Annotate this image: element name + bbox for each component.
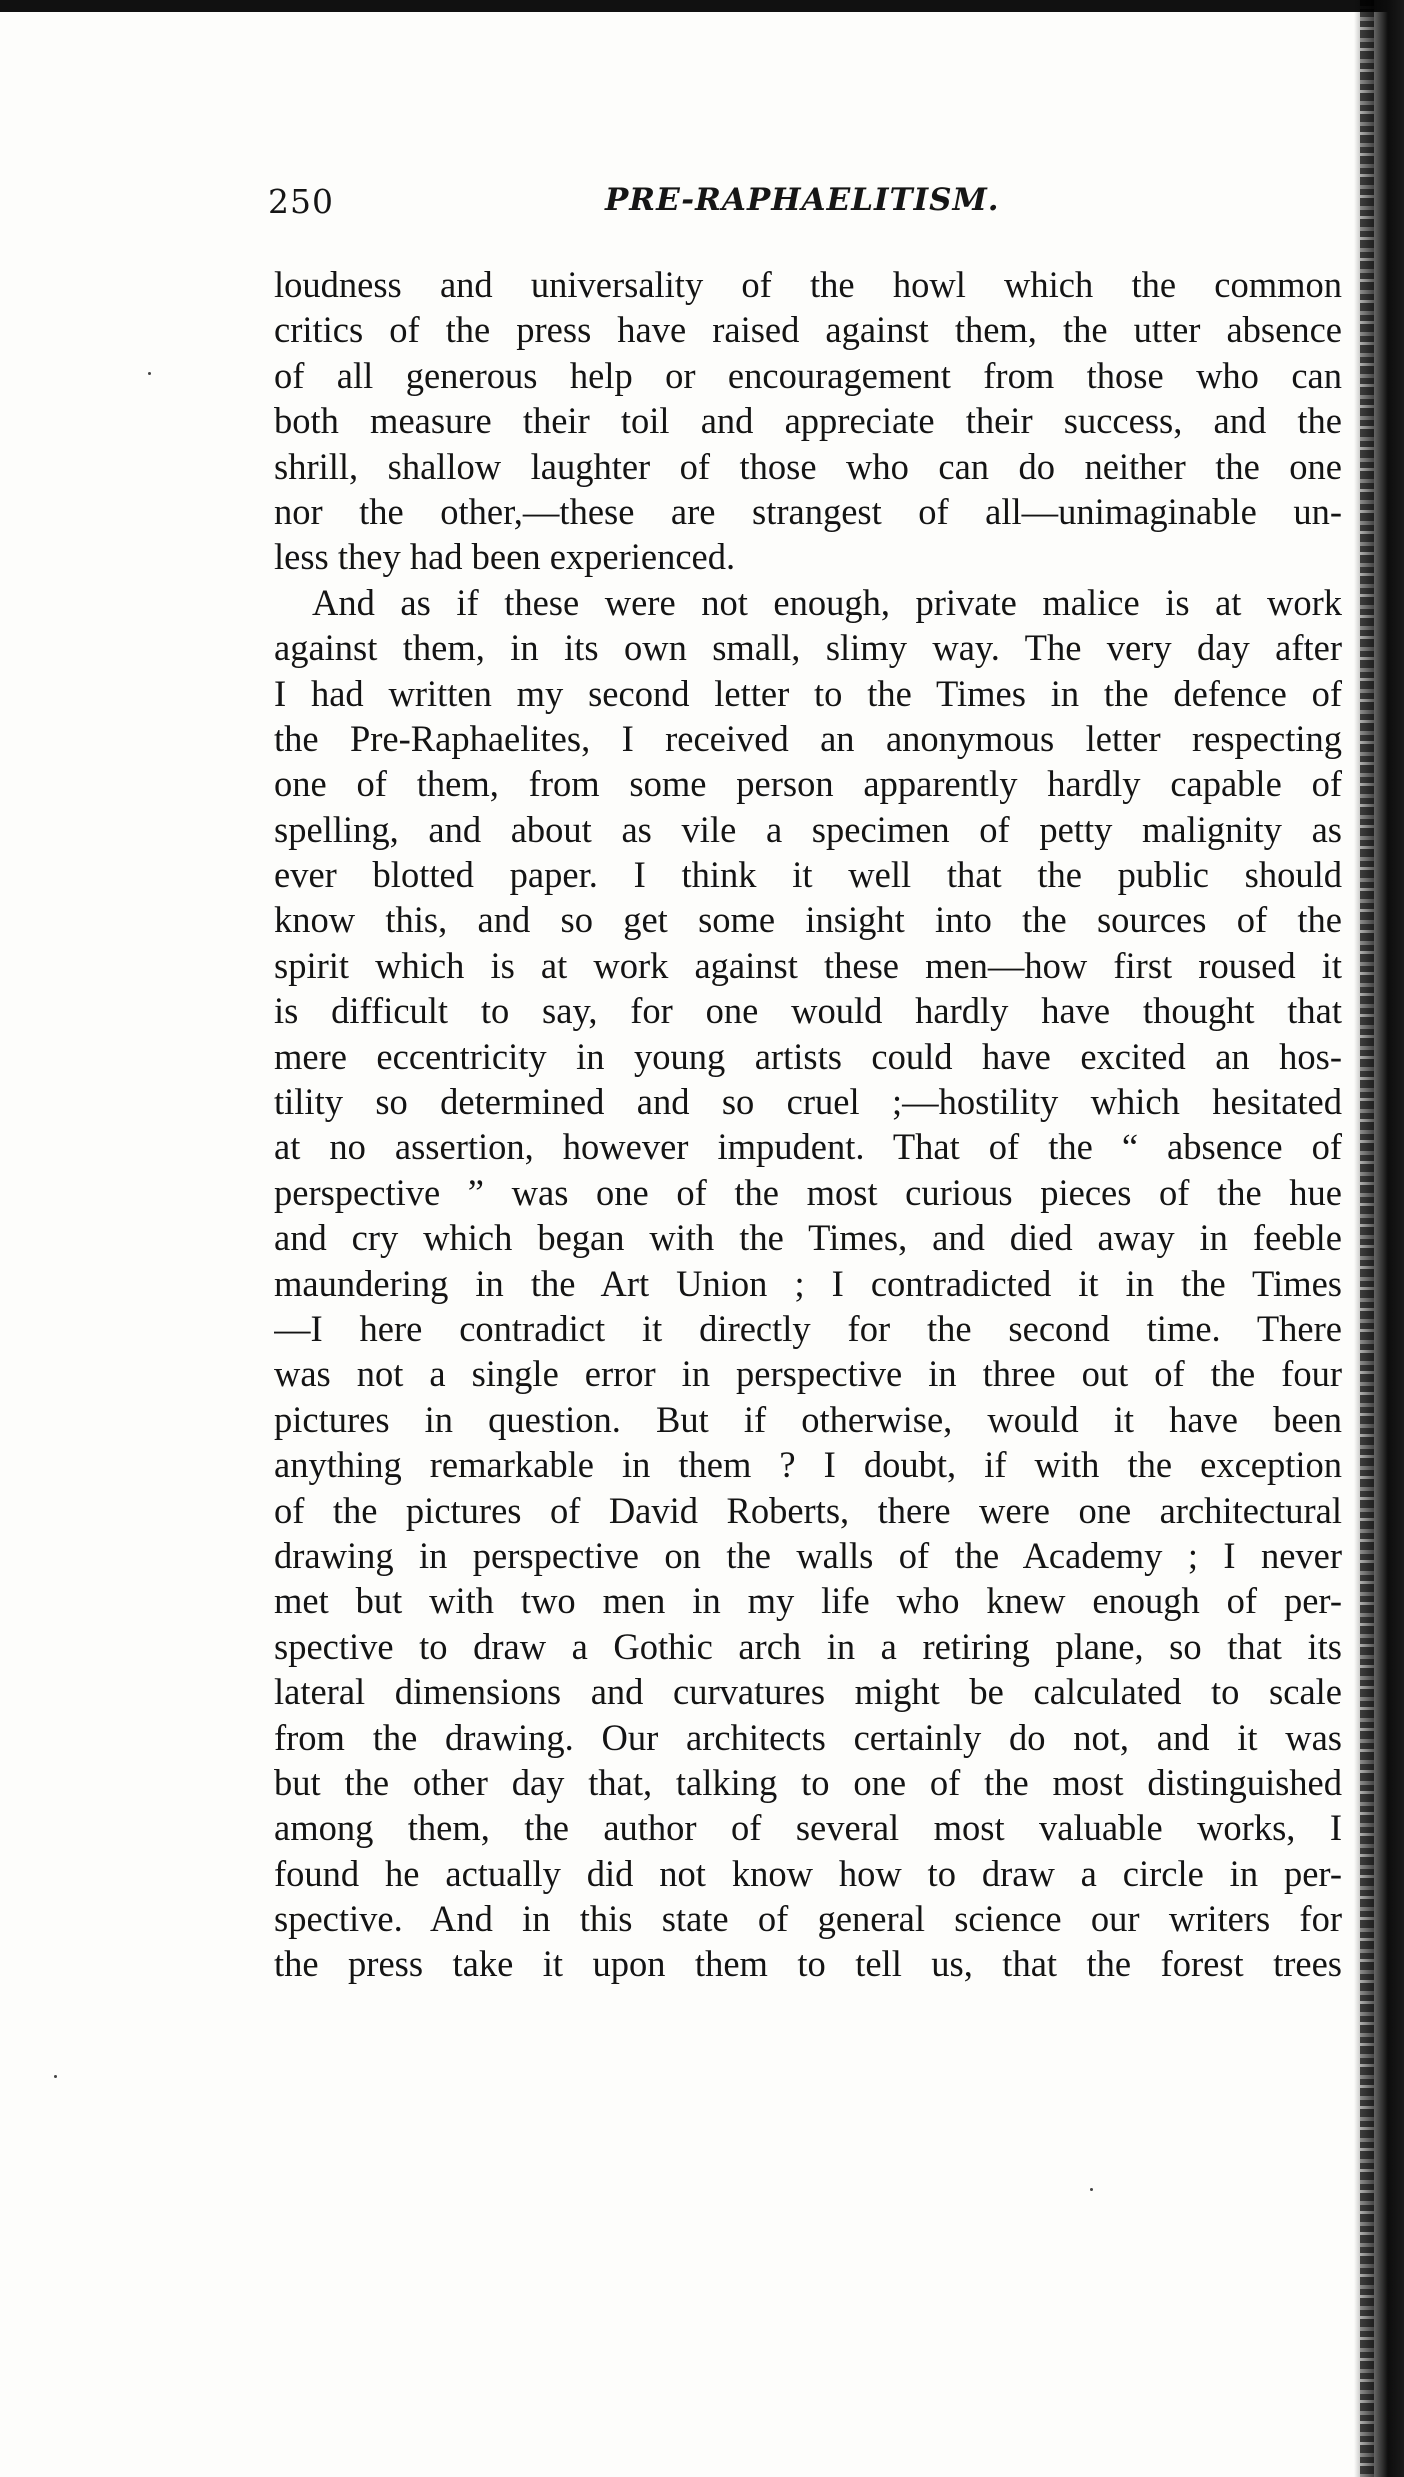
text-line: is difficult to say, for one would hardly have thought that xyxy=(274,990,1342,1032)
text-line: found he actually did not know how to draw a circle in per- xyxy=(274,1852,1342,1894)
scan-edge-texture xyxy=(1360,0,1374,2477)
text-line: ever blotted paper. I think it well that the public should xyxy=(274,854,1342,896)
text-line: perspective ” was one of the most curious pieces of the hue xyxy=(274,1171,1342,1213)
page-number: 250 xyxy=(268,182,334,221)
text-line: one of them, from some person apparently hardly capable of xyxy=(274,763,1342,805)
scan-speck xyxy=(148,372,151,375)
text-line: loudness and universality of the howl which the common xyxy=(274,264,1342,305)
scan-speck xyxy=(54,2075,57,2078)
text-line: shrill, shallow laughter of those who can do neither the one xyxy=(274,445,1342,487)
text-line: the Pre-Raphaelites, I received an anonymous letter respecting xyxy=(274,717,1342,759)
text-line: against them, in its own small, slimy way. The very day after xyxy=(274,627,1342,669)
text-line: the press take it upon them to tell us, that the forest trees xyxy=(274,1943,1342,1985)
text-line: at no assertion, however impudent. That of the “ absence of xyxy=(274,1126,1342,1168)
text-line: and cry which began with the Times, and died away in feeble xyxy=(274,1217,1342,1259)
text-line: lateral dimensions and curvatures might be calculated to scale xyxy=(274,1671,1342,1713)
scan-speck xyxy=(1090,2188,1093,2191)
text-line: both measure their toil and appreciate their success, and the xyxy=(274,400,1342,442)
text-line: was not a single error in perspective in three out of the four xyxy=(274,1353,1342,1395)
page-header xyxy=(268,182,1348,226)
running-title: PRE-RAPHAELITISM. xyxy=(605,182,1000,218)
text-line: mere eccentricity in young artists could have excited an hos- xyxy=(274,1035,1342,1077)
text-line: maundering in the Art Union ; I contradicted it in the Times xyxy=(274,1262,1342,1304)
text-line: but the other day that, talking to one of the most distinguished xyxy=(274,1761,1342,1803)
text-line: tility so determined and so cruel ;—hostility which hesitated xyxy=(274,1081,1342,1123)
text-line: of the pictures of David Roberts, there were one architectural xyxy=(274,1489,1342,1531)
text-line: drawing in perspective on the walls of the Academy ; I never xyxy=(274,1534,1342,1576)
text-line: spective. And in this state of general science our writers for xyxy=(274,1898,1342,1940)
text-line: spirit which is at work against these men—how first roused it xyxy=(274,944,1342,986)
paragraph-start-line: And as if these were not enough, private malice is at work xyxy=(312,581,1342,623)
text-line: nor the other,—these are strangest of all—unimaginable un- xyxy=(274,490,1342,532)
text-line: —I here contradict it directly for the second time. There xyxy=(274,1307,1342,1349)
text-line: among them, the author of several most valuable works, I xyxy=(274,1807,1342,1849)
text-line: spelling, and about as vile a specimen of petty malignity as xyxy=(274,808,1342,850)
scan-top-edge xyxy=(0,0,1404,12)
text-line: pictures in question. But if otherwise, would it have been xyxy=(274,1398,1342,1440)
text-line: of all generous help or encouragement from those who can xyxy=(274,354,1342,396)
text-line: I had written my second letter to the Times in the defence of xyxy=(274,672,1342,714)
paragraph-end-line: less they had been experienced. xyxy=(274,536,736,578)
text-line: met but with two men in my life who knew enough of per- xyxy=(274,1580,1342,1622)
text-line: from the drawing. Our architects certainly do not, and it was xyxy=(274,1716,1342,1758)
body-text xyxy=(274,262,1342,1987)
text-line: spective to draw a Gothic arch in a retiring plane, so that its xyxy=(274,1625,1342,1667)
text-line: critics of the press have raised against them, the utter absence xyxy=(274,309,1342,351)
text-line: know this, and so get some insight into the sources of the xyxy=(274,899,1342,941)
text-line: anything remarkable in them ? I doubt, if with the exception xyxy=(274,1444,1342,1486)
